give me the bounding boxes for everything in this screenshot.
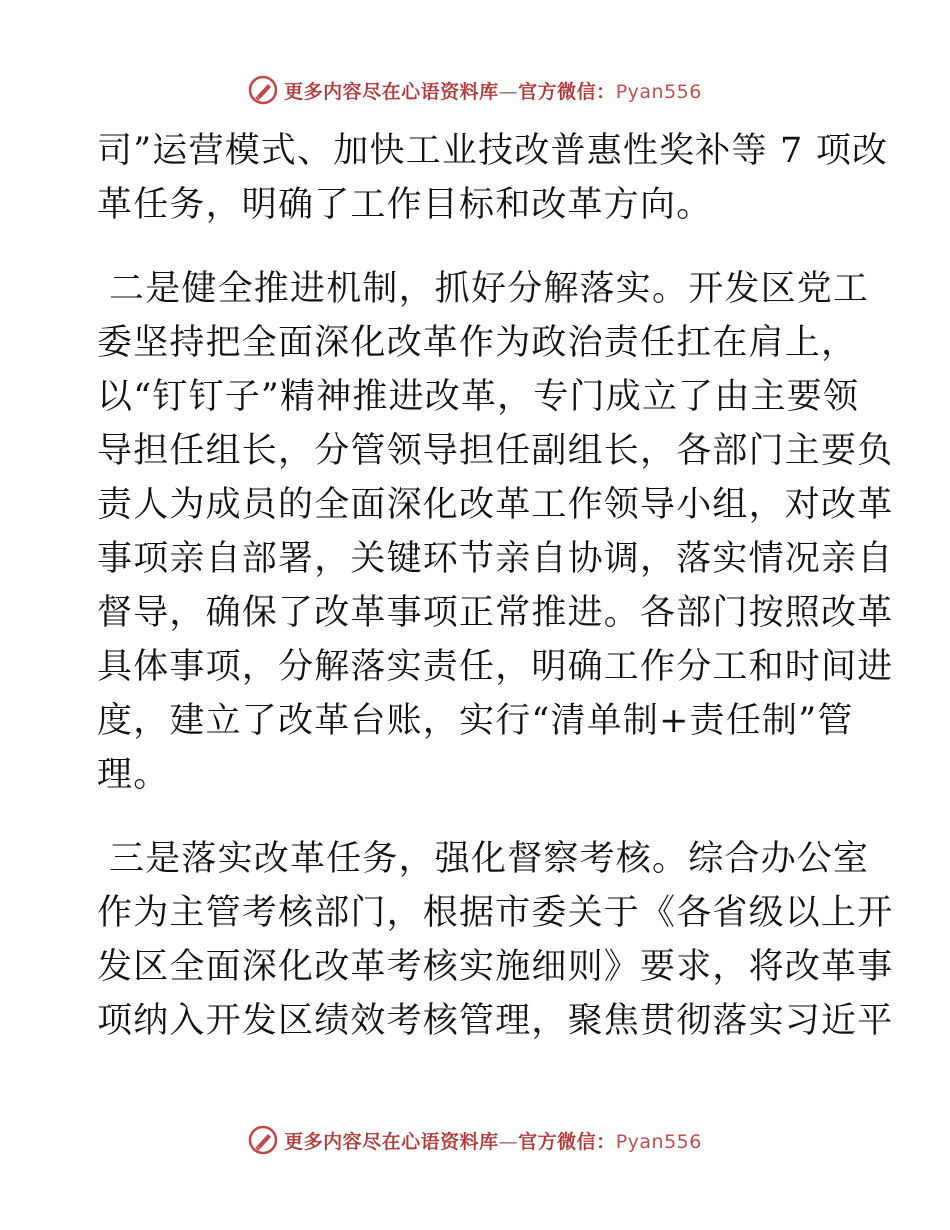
text-line: 导担任组长，分管领导担任副组长，各部门主要负 xyxy=(97,431,894,471)
document-body xyxy=(97,124,894,1048)
paragraph-3 xyxy=(97,832,894,1048)
watermark-text xyxy=(284,77,702,104)
watermark-account: Pyan556 xyxy=(615,80,702,103)
watermark-dash: — xyxy=(498,1130,519,1153)
pen-logo-icon xyxy=(248,75,278,105)
text-line: 责人为成员的全面深化改革工作领导小组，对改革 xyxy=(97,485,894,525)
watermark-main: 更多内容尽在心语资料库 xyxy=(284,80,499,103)
footer-watermark xyxy=(0,1120,950,1160)
watermark-label: 官方微信： xyxy=(518,1130,616,1153)
paragraph-2 xyxy=(97,262,894,802)
text-line: 三是落实改革任务，强化督察考核。综合办公室 xyxy=(109,839,870,879)
text-line: 事项亲自部署，关键环节亲自协调，落实情况亲自 xyxy=(97,539,894,579)
text-line: 委坚持把全面深化改革作为政治责任扛在肩上， xyxy=(97,323,858,363)
text-line: 理。 xyxy=(97,755,170,795)
pen-logo-icon xyxy=(248,1125,278,1155)
watermark-dash: — xyxy=(498,80,519,103)
watermark-main: 更多内容尽在心语资料库 xyxy=(284,1130,499,1153)
text-line: 二是健全推进机制，抓好分解落实。开发区党工 xyxy=(109,269,870,309)
text-line: 作为主管考核部门，根据市委关于《各省级以上开 xyxy=(97,893,894,933)
watermark-account: Pyan556 xyxy=(615,1130,702,1153)
text-line: 具体事项，分解落实责任，明确工作分工和时间进 xyxy=(97,647,894,687)
text-line: 以“钉钉子”精神推进改革，专门成立了由主要领 xyxy=(97,377,860,417)
text-line: 度，建立了改革台账，实行“清单制+责任制”管 xyxy=(97,701,854,741)
text-line: 督导，确保了改革事项正常推进。各部门按照改革 xyxy=(97,593,894,633)
watermark-text xyxy=(284,1127,702,1154)
text-line: 革任务，明确了工作目标和改革方向。 xyxy=(97,185,713,225)
watermark-label: 官方微信： xyxy=(518,80,616,103)
text-line: 项纳入开发区绩效考核管理，聚焦贯彻落实习近平 xyxy=(97,1001,894,1041)
text-line: 司”运营模式、加快工业技改普惠性奖补等 7 项改 xyxy=(97,131,889,171)
header-watermark xyxy=(0,70,950,110)
text-line: 发区全面深化改革考核实施细则》要求，将改革事 xyxy=(97,947,894,987)
paragraph-1 xyxy=(97,124,889,232)
